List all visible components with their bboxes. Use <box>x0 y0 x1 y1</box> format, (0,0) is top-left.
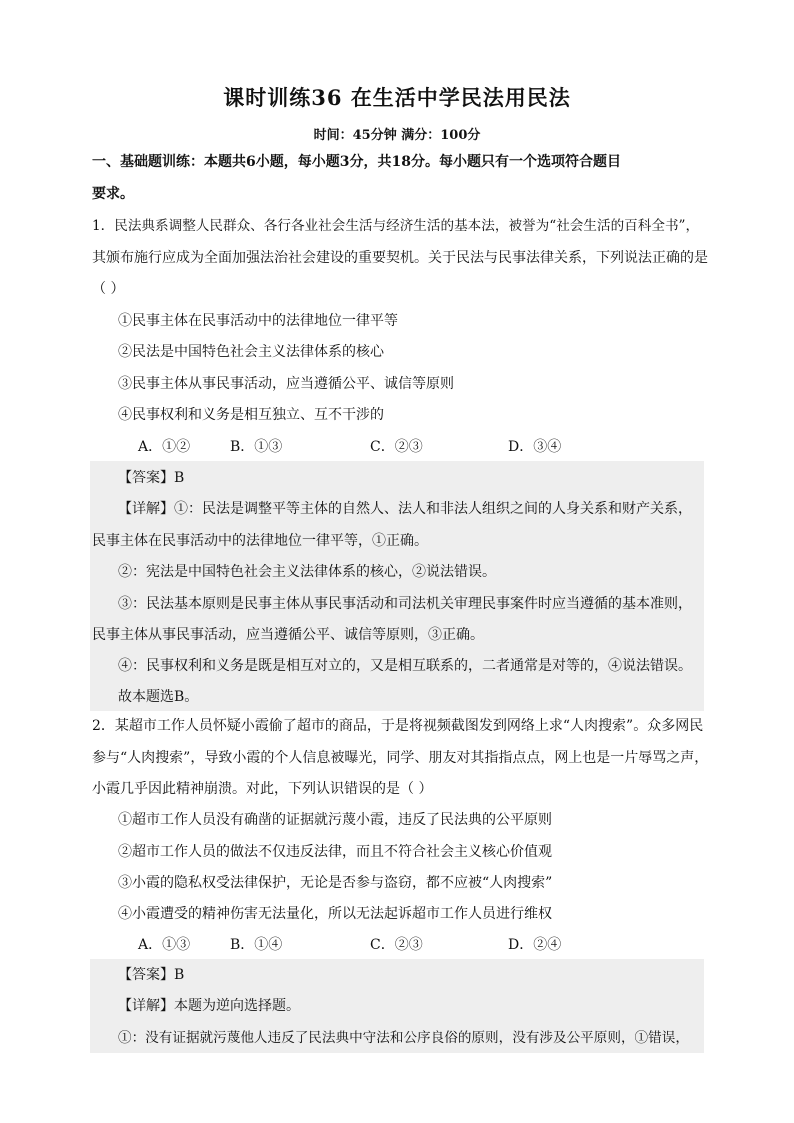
q2-detail-line1: ①：没有证据就污蔑他人违反了民法典中守法和公序良俗的原则，没有涉及公平原则，①错误， <box>118 1030 689 1046</box>
q2-item-2: ②超市工作人员的做法不仅违反法律，而且不符合社会主义核心价值观 <box>118 844 552 860</box>
q2-option-b[interactable]: B．①④ <box>230 937 283 953</box>
page-title: 课时训练36 在生活中学民法用民法 <box>223 85 571 110</box>
answer-value: B <box>174 967 185 983</box>
q1-stem-line1: 1．民法典系调整人民群众、各行各业社会生活与经济生活的基本法，被誉为“社会生活的百科全书”， <box>92 218 700 234</box>
q1-detail-line3: ②：宪法是中国特色社会主义法律体系的核心，②说法错误。 <box>118 564 496 580</box>
answer-label: 【答案】 <box>118 967 174 983</box>
q2-stem-line1: 2．某超市工作人员怀疑小霞偷了超市的商品，于是将视频截图发到网络上求“人肉搜索”。众多网民 <box>92 718 704 734</box>
q1-option-c[interactable]: C．②③ <box>370 439 423 455</box>
q1-item-2: ②民法是中国特色社会主义法律体系的核心 <box>118 344 384 360</box>
time-score-info: 时间：45分钟 满分：100分 <box>313 128 481 143</box>
q1-item-4: ④民事权利和义务是相互独立、互不干涉的 <box>118 407 384 423</box>
section-heading: 一、基础题训练：本题共6小题，每小题3分，共18分。每小题只有一个选项符合题目 <box>92 154 621 170</box>
q2-stem-line2: 参与“人肉搜索”，导致小霞的个人信息被曝光，同学、朋友对其指指点点，网上也是一片辱骂之声， <box>92 750 709 766</box>
q1-stem-line2: 其颁布施行应成为全面加强法治社会建设的重要契机。关于民法与民事法律关系，下列说法正确的是 <box>92 250 708 266</box>
q1-answer-box <box>90 461 704 711</box>
answer-label: 【答案】 <box>118 470 174 486</box>
q2-option-c[interactable]: C．②③ <box>370 937 423 953</box>
q2-answer-box <box>90 959 704 1053</box>
q1-detail-line1: 【详解】①：民法是调整平等主体的自然人、法人和非法人组织之间的人身关系和财产关系， <box>118 501 692 517</box>
q2-option-d[interactable]: D．②④ <box>508 937 562 953</box>
section-heading-cont: 要求。 <box>92 186 134 202</box>
q2-detail-intro: 【详解】本题为逆向选择题。 <box>118 998 300 1014</box>
q1-stem-line3: （ ） <box>92 281 125 297</box>
q1-item-3: ③民事主体从事民事活动，应当遵循公平、诚信等原则 <box>118 376 454 392</box>
q2-item-4: ④小霞遭受的精神伤害无法量化，所以无法起诉超市工作人员进行维权 <box>118 906 552 922</box>
detail-label: 【详解】 <box>118 501 174 517</box>
q1-detail-line4: ③：民法基本原则是民事主体从事民事活动和司法机关审理民事案件时应当遵循的基本准则， <box>118 596 692 612</box>
q2-option-a[interactable]: A．①③ <box>138 937 191 953</box>
q1-answer <box>118 468 184 488</box>
q2-answer <box>118 965 184 985</box>
q2-item-1: ①超市工作人员没有确凿的证据就污蔑小霞，违反了民法典的公平原则 <box>118 812 552 828</box>
q2-stem-line3: 小霞几乎因此精神崩溃。对此，下列认识错误的是（ ） <box>92 781 433 797</box>
q1-option-b[interactable]: B．①③ <box>230 439 283 455</box>
detail-label: 【详解】 <box>118 998 174 1014</box>
q1-detail-line7: 故本题选B。 <box>118 689 199 705</box>
answer-value: B <box>174 470 185 486</box>
q1-option-d[interactable]: D．③④ <box>508 439 562 455</box>
q1-detail-line6: ④：民事权利和义务是既是相互对立的，又是相互联系的，二者通常是对等的，④说法错误。 <box>118 658 692 674</box>
q1-detail-line2: 民事主体在民事活动中的法律地位一律平等，①正确。 <box>92 533 428 549</box>
q1-detail-line5: 民事主体从事民事活动，应当遵循公平、诚信等原则，③正确。 <box>92 627 484 643</box>
q2-item-3: ③小霞的隐私权受法律保护，无论是否参与盗窃，都不应被“人肉搜索” <box>118 875 553 891</box>
q1-item-1: ①民事主体在民事活动中的法律地位一律平等 <box>118 313 398 329</box>
q1-option-a[interactable]: A．①② <box>138 439 191 455</box>
